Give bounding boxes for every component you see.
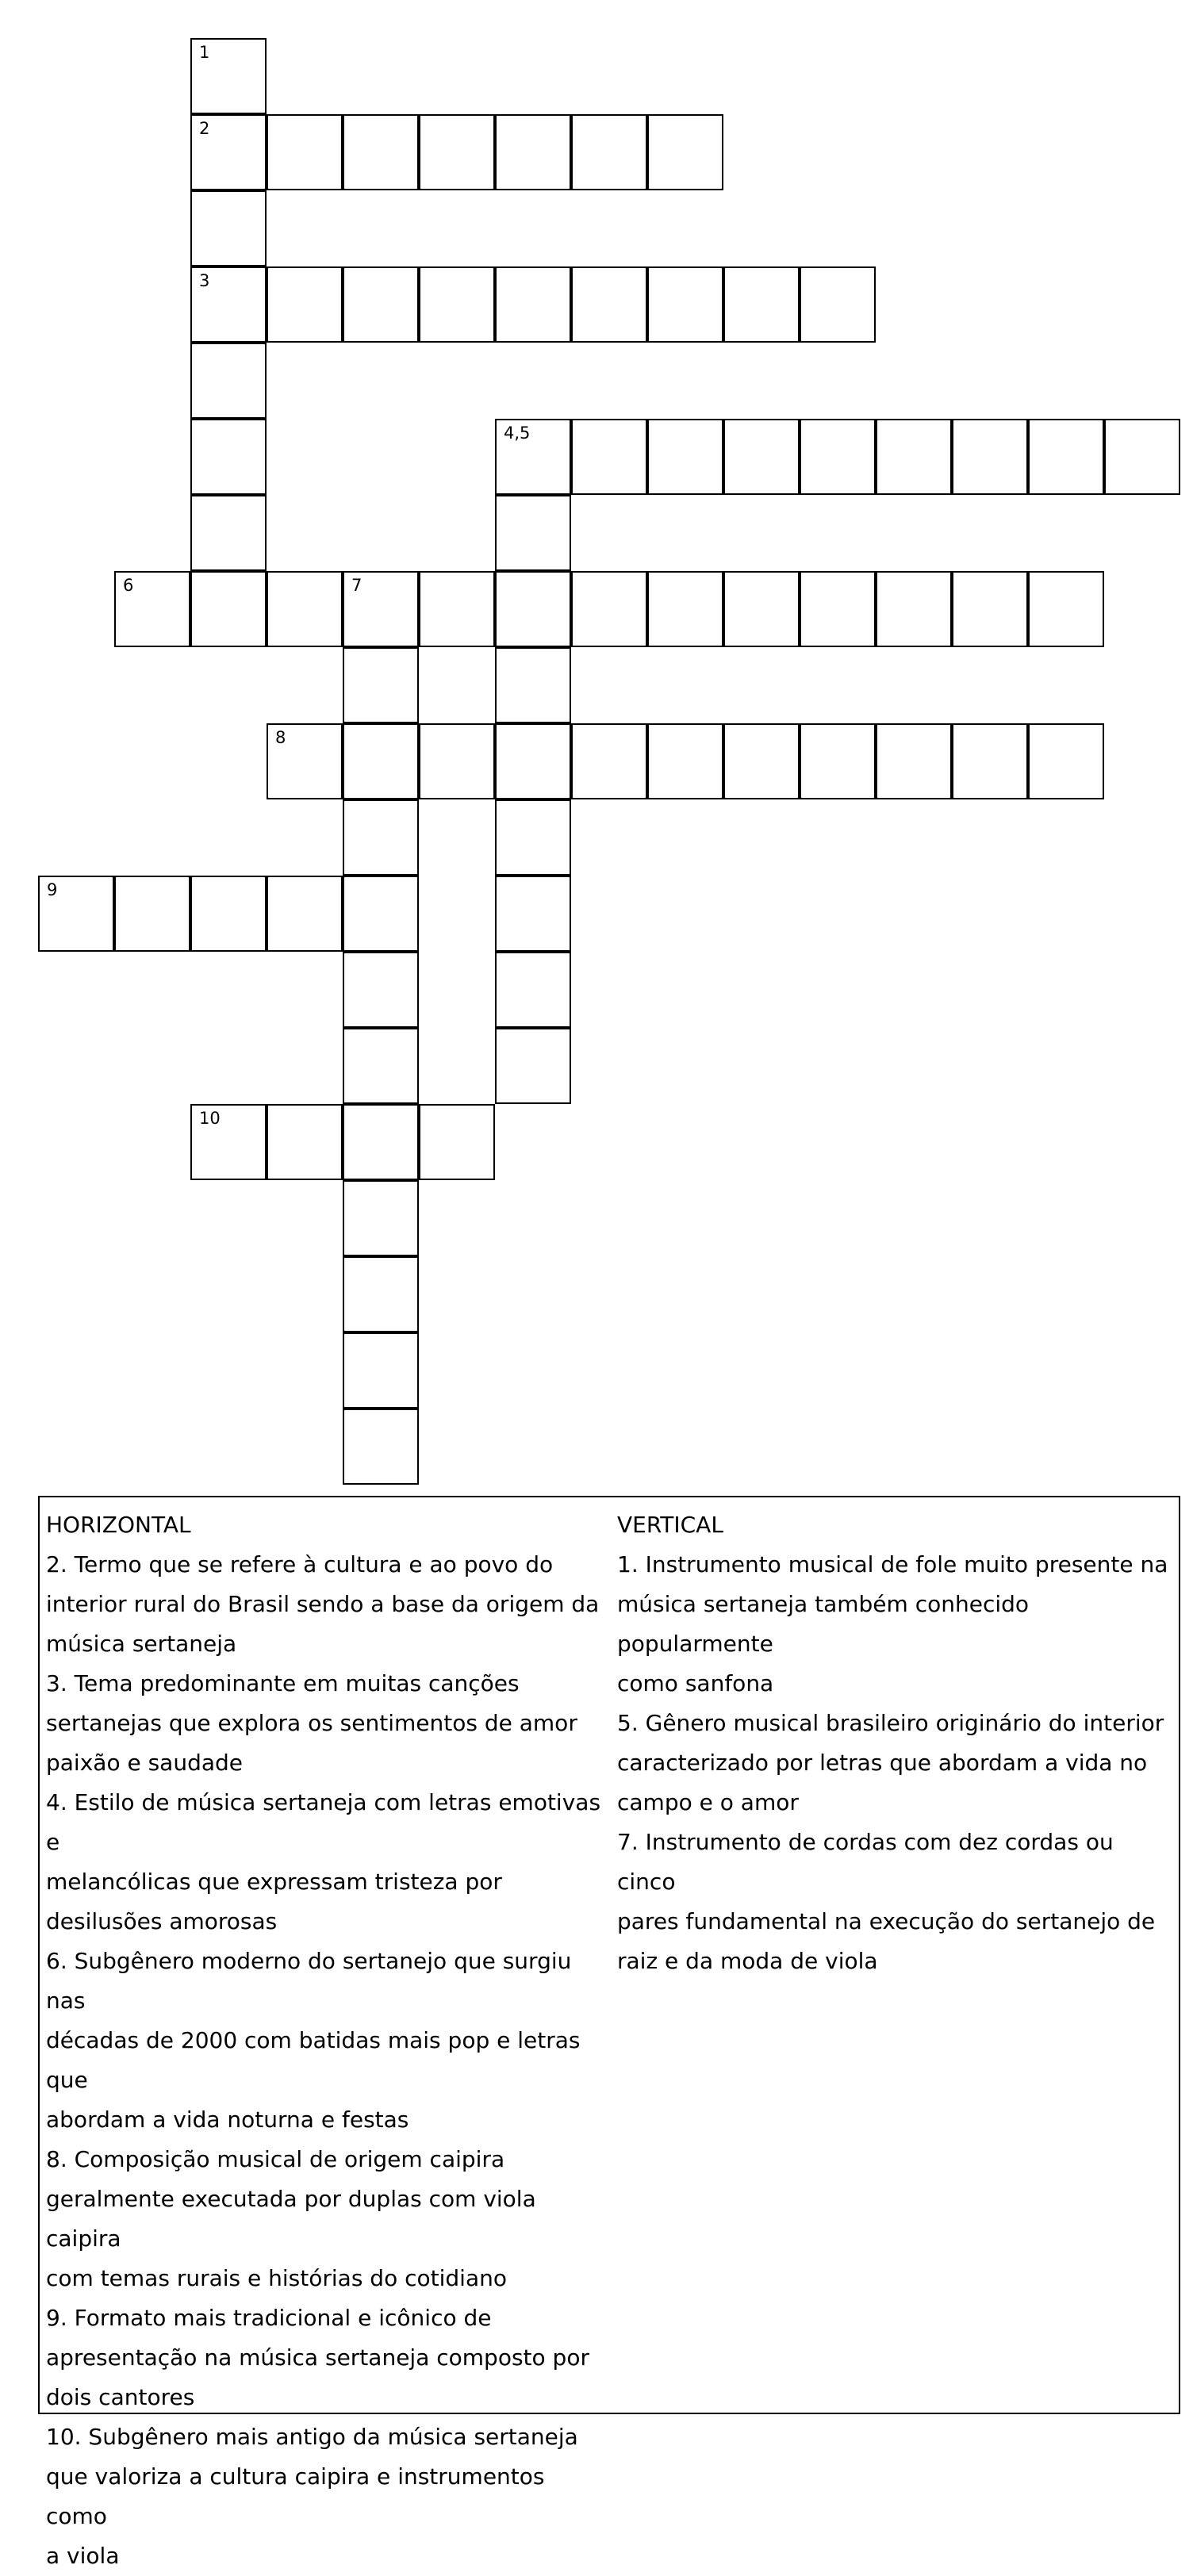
crossword-cell[interactable] <box>495 1028 571 1104</box>
crossword-cell[interactable] <box>267 114 343 190</box>
horizontal-clue-line: com temas rurais e histórias do cotidiano <box>46 2265 507 2291</box>
crossword-cell[interactable] <box>190 571 267 647</box>
horizontal-clue-line: 3. Tema predominante em muitas canções <box>46 1670 520 1696</box>
crossword-cell[interactable] <box>343 647 419 723</box>
clue-number: 7 <box>351 576 363 595</box>
vertical-clue-line: pares fundamental na execução do sertanejo de <box>617 1908 1156 1934</box>
crossword-cell[interactable] <box>343 723 419 799</box>
crossword-cell[interactable] <box>952 571 1028 647</box>
crossword-cell[interactable] <box>723 571 800 647</box>
crossword-cell[interactable] <box>952 723 1028 799</box>
horizontal-clue-line: desilusões amorosas <box>46 1908 278 1934</box>
crossword-cell-6[interactable] <box>114 571 190 647</box>
crossword-cell[interactable] <box>190 343 267 419</box>
crossword-cell[interactable] <box>343 876 419 952</box>
crossword-cell[interactable] <box>876 419 952 495</box>
crossword-cell[interactable] <box>495 952 571 1028</box>
crossword-cell[interactable] <box>190 190 267 266</box>
crossword-cell[interactable] <box>800 419 876 495</box>
crossword-cell-8[interactable] <box>267 723 343 799</box>
crossword-cell[interactable] <box>495 799 571 876</box>
crossword-cell-3[interactable] <box>190 266 267 343</box>
horizontal-clue-line: décadas de 2000 com batidas mais pop e letras que <box>46 2027 581 2093</box>
crossword-cell[interactable] <box>495 114 571 190</box>
crossword-cell-9[interactable] <box>38 876 114 952</box>
crossword-cell[interactable] <box>343 1180 419 1256</box>
clue-number: 4,5 <box>504 424 531 443</box>
crossword-cell[interactable] <box>190 419 267 495</box>
clue-number: 10 <box>199 1109 221 1128</box>
horizontal-clue-line: melancólicas que expressam tristeza por <box>46 1869 502 1895</box>
crossword-cell[interactable] <box>343 1409 419 1485</box>
vertical-clue-line: raiz e da moda de viola <box>617 1948 878 1974</box>
crossword-cell[interactable] <box>723 266 800 343</box>
horizontal-clues <box>46 1505 601 2576</box>
crossword-cell[interactable] <box>647 571 723 647</box>
crossword-cell[interactable] <box>571 266 647 343</box>
horizontal-clue-line: 8. Composição musical de origem caipira <box>46 2146 505 2172</box>
crossword-cell[interactable] <box>800 723 876 799</box>
crossword-cell[interactable] <box>647 266 723 343</box>
clue-number: 8 <box>275 728 286 747</box>
horizontal-clue-line: 9. Formato mais tradicional e icônico de <box>46 2305 492 2331</box>
crossword-cell[interactable] <box>876 723 952 799</box>
horizontal-clue-line: paixão e saudade <box>46 1750 244 1776</box>
crossword-cell[interactable] <box>343 1256 419 1332</box>
crossword-cell[interactable] <box>495 266 571 343</box>
crossword-cell[interactable] <box>723 419 800 495</box>
vertical-clue-line: música sertaneja também conhecido popularmente <box>617 1591 1030 1657</box>
crossword-cell[interactable] <box>495 571 571 647</box>
horizontal-clue-line: geralmente executada por duplas com viola caipira <box>46 2186 536 2252</box>
vertical-title: VERTICAL <box>617 1512 723 1538</box>
crossword-cell[interactable] <box>495 723 571 799</box>
crossword-cell[interactable] <box>1028 419 1104 495</box>
crossword-cell[interactable] <box>267 876 343 952</box>
horizontal-clue-line: interior rural do Brasil sendo a base da origem da <box>46 1591 600 1617</box>
vertical-clue-line: 1. Instrumento musical de fole muito presente na <box>617 1551 1168 1577</box>
crossword-cell[interactable] <box>952 419 1028 495</box>
horizontal-clue-line: música sertaneja <box>46 1631 237 1657</box>
crossword-cell[interactable] <box>419 571 495 647</box>
crossword-cell[interactable] <box>647 419 723 495</box>
crossword-cell[interactable] <box>571 114 647 190</box>
crossword-cell[interactable] <box>343 114 419 190</box>
crossword-cell-10[interactable] <box>190 1104 267 1180</box>
vertical-clue-line: campo e o amor <box>617 1789 799 1815</box>
crossword-cell[interactable] <box>1028 723 1104 799</box>
crossword-cell[interactable] <box>800 571 876 647</box>
crossword-cell[interactable] <box>571 419 647 495</box>
crossword-cell[interactable] <box>647 723 723 799</box>
crossword-cell[interactable] <box>343 952 419 1028</box>
crossword-cell[interactable] <box>419 266 495 343</box>
crossword-cell[interactable] <box>267 1104 343 1180</box>
crossword-cell[interactable] <box>419 723 495 799</box>
clue-number: 1 <box>199 43 210 62</box>
horizontal-clue-line: 4. Estilo de música sertaneja com letras emotivas e <box>46 1789 601 1855</box>
crossword-cell[interactable] <box>190 876 267 952</box>
crossword-cell[interactable] <box>876 571 952 647</box>
crossword-cell[interactable] <box>343 799 419 876</box>
crossword-cell[interactable] <box>343 1028 419 1104</box>
crossword-cell[interactable] <box>343 1332 419 1409</box>
horizontal-clue-line: abordam a vida noturna e festas <box>46 2106 409 2133</box>
vertical-clues <box>617 1505 1172 1981</box>
vertical-clue-line: caracterizado por letras que abordam a vida no <box>617 1750 1148 1776</box>
horizontal-clue-line: apresentação na música sertaneja composto por <box>46 2344 589 2371</box>
clue-number: 2 <box>199 119 210 138</box>
horizontal-clue-line: 2. Termo que se refere à cultura e ao povo do <box>46 1551 554 1577</box>
crossword-cell[interactable] <box>800 266 876 343</box>
crossword-cell[interactable] <box>571 571 647 647</box>
crossword-cell[interactable] <box>495 495 571 571</box>
vertical-clue-line: 7. Instrumento de cordas com dez cordas ou cinco <box>617 1829 1114 1895</box>
horizontal-clue-line: que valoriza a cultura caipira e instrumentos como <box>46 2463 545 2529</box>
clue-number: 9 <box>47 880 58 899</box>
crossword-cell-2[interactable] <box>190 114 267 190</box>
crossword-cell[interactable] <box>647 114 723 190</box>
crossword-cell-7[interactable] <box>343 571 419 647</box>
vertical-clue-line: como sanfona <box>617 1670 774 1696</box>
horizontal-clue-line: a viola <box>46 2543 120 2569</box>
crossword-cell[interactable] <box>267 571 343 647</box>
horizontal-clue-line: sertanejas que explora os sentimentos de amor <box>46 1710 577 1736</box>
horizontal-title: HORIZONTAL <box>46 1512 191 1538</box>
horizontal-clue-line: dois cantores <box>46 2384 195 2410</box>
crossword-cell[interactable] <box>723 723 800 799</box>
crossword-cell[interactable] <box>1028 571 1104 647</box>
crossword-cell[interactable] <box>571 723 647 799</box>
crossword-cell[interactable] <box>495 876 571 952</box>
crossword-cell[interactable] <box>190 495 267 571</box>
crossword-cell[interactable] <box>419 1104 495 1180</box>
crossword-cell-4-5[interactable] <box>495 419 571 495</box>
vertical-clue-line: 5. Gênero musical brasileiro originário do interior <box>617 1710 1164 1736</box>
crossword-cell[interactable] <box>343 266 419 343</box>
clue-number: 6 <box>123 576 134 595</box>
crossword-cell[interactable] <box>343 1104 419 1180</box>
crossword-cell[interactable] <box>419 114 495 190</box>
crossword-cell[interactable] <box>495 647 571 723</box>
horizontal-clue-line: 10. Subgênero mais antigo da música sertaneja <box>46 2424 578 2450</box>
clue-number: 3 <box>199 271 210 290</box>
clues-box <box>38 1496 1180 2569</box>
crossword-cell-1[interactable] <box>190 38 267 114</box>
crossword-cell[interactable] <box>267 266 343 343</box>
crossword-cell[interactable] <box>1104 419 1180 495</box>
horizontal-clue-line: 6. Subgênero moderno do sertanejo que surgiu nas <box>46 1948 572 2014</box>
crossword-cell[interactable] <box>114 876 190 952</box>
